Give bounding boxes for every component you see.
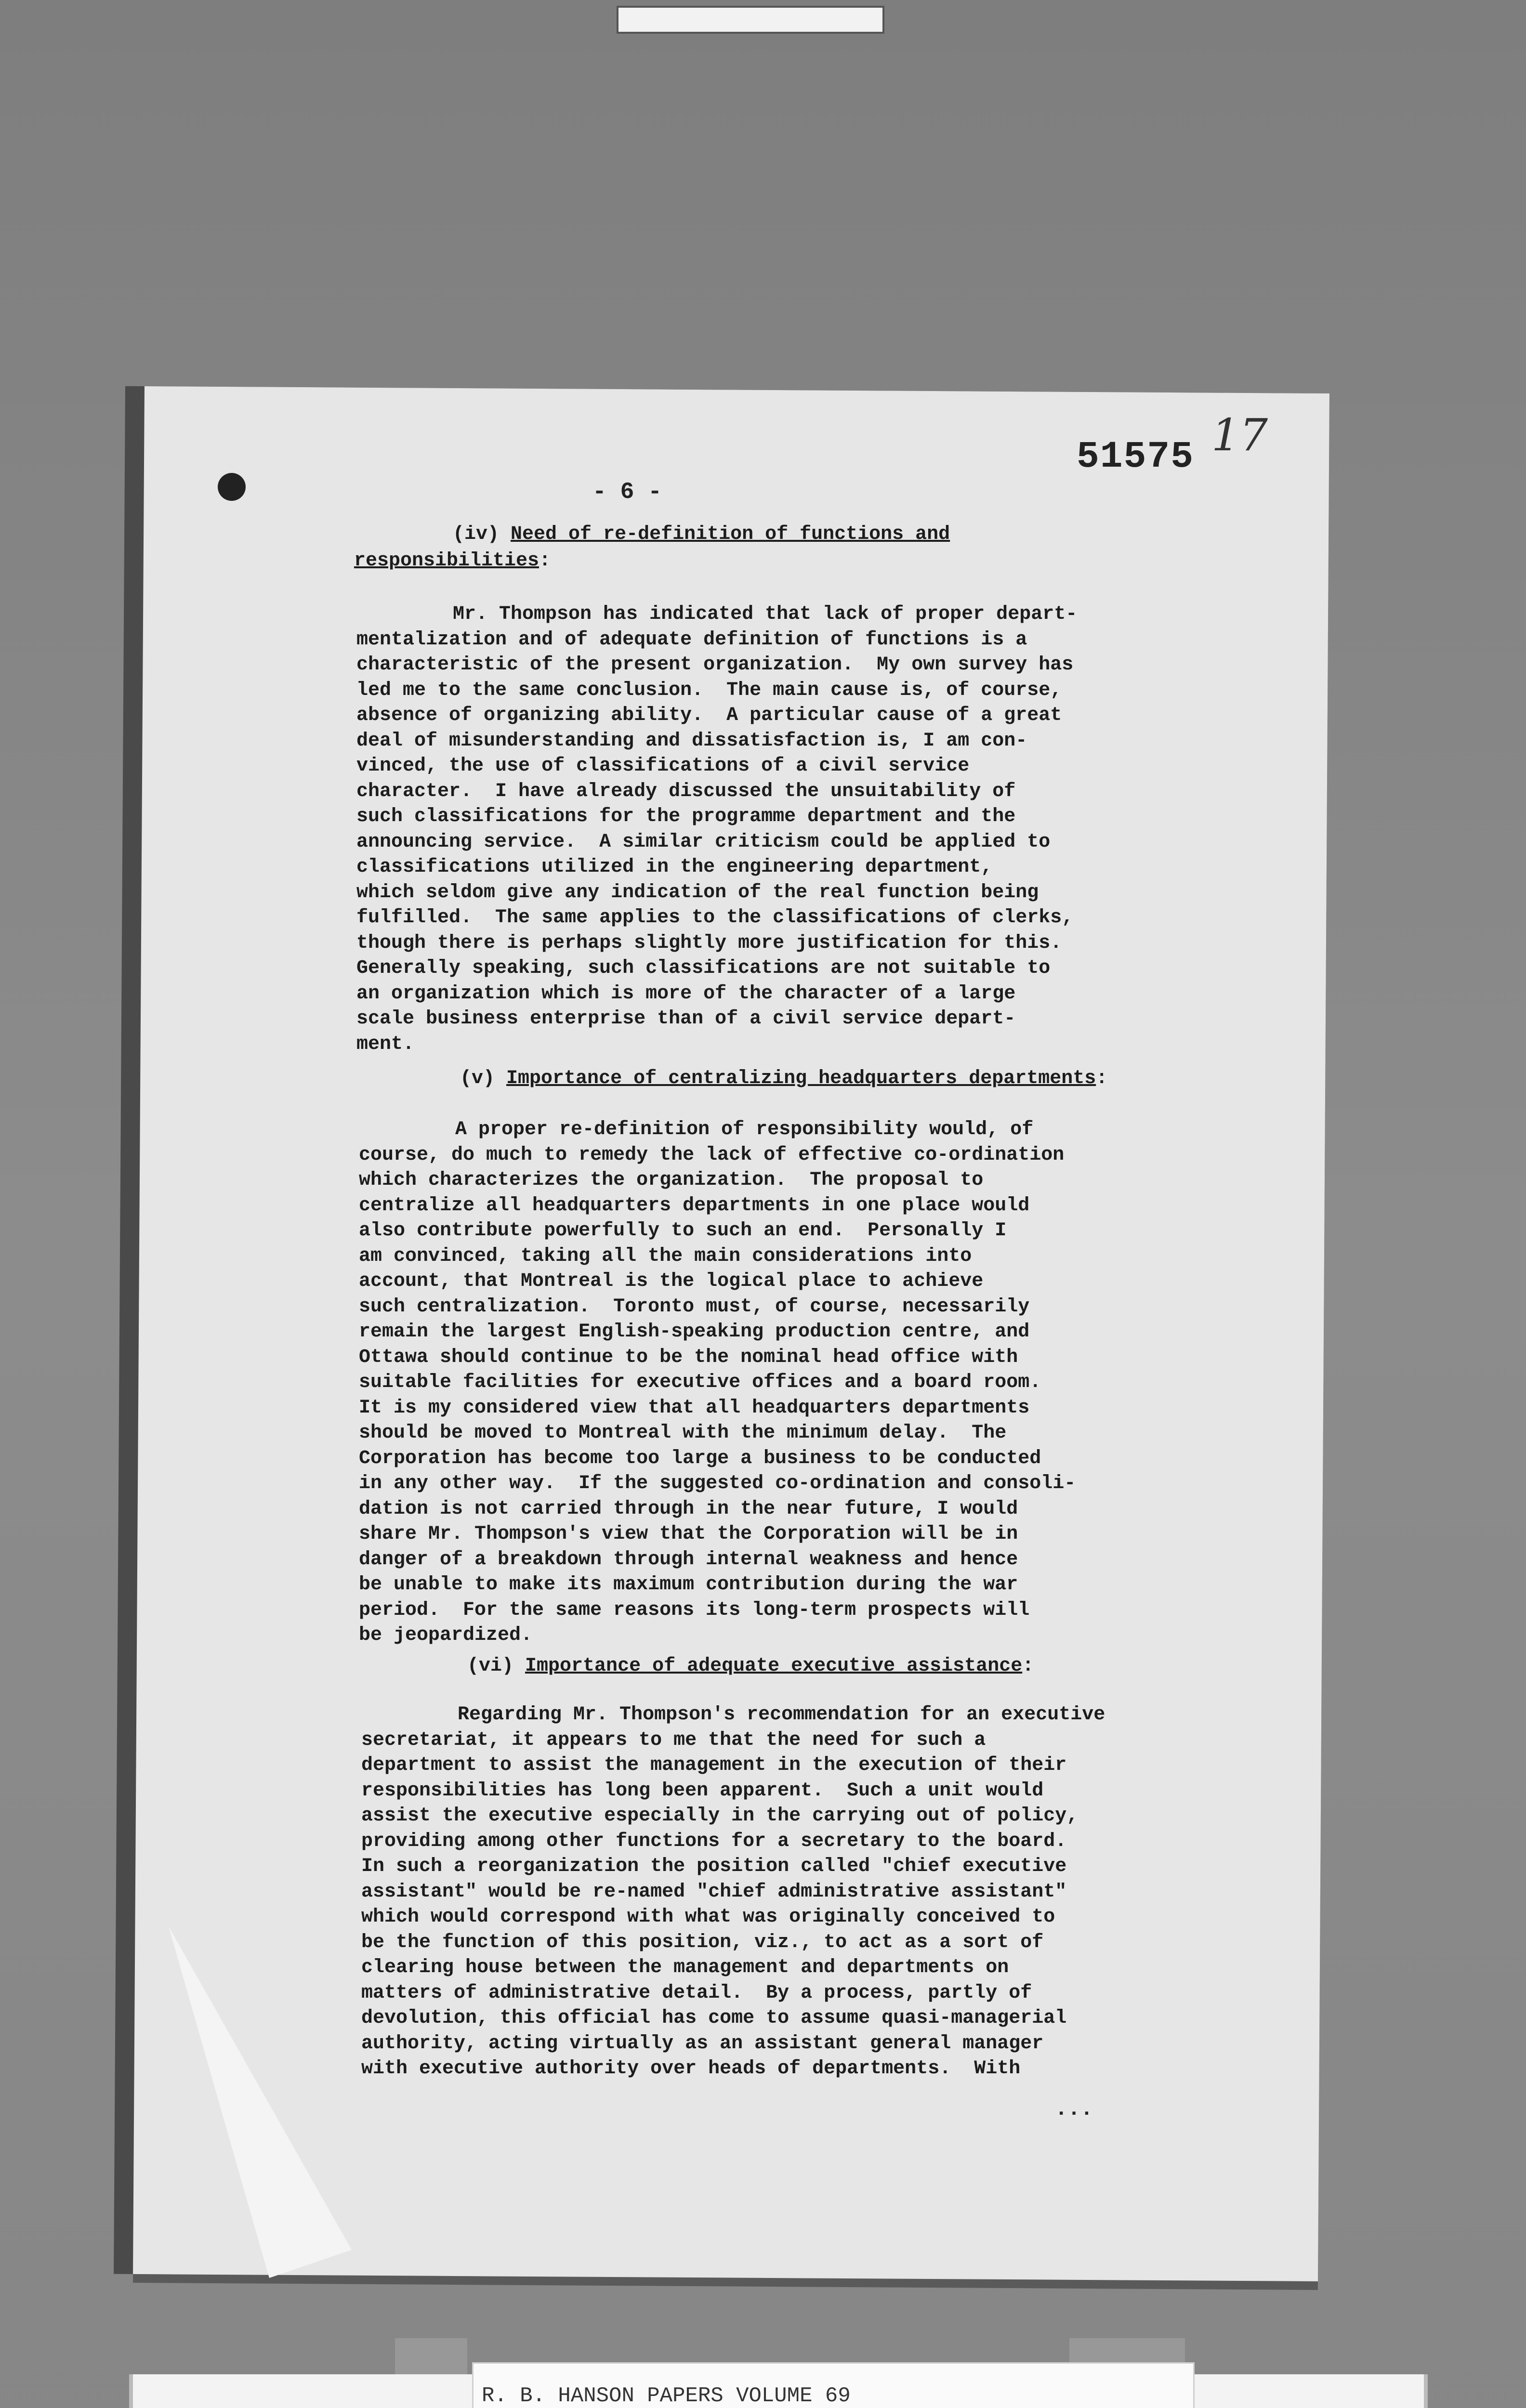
collection-label-text: R. B. HANSON PAPERS VOLUME 69	[482, 2384, 851, 2408]
folio-number: 17	[1211, 409, 1268, 461]
paragraph-line: Generally speaking, such classifications are not suitable to	[356, 957, 1051, 979]
paragraph-line: deal of misunderstanding and dissatisfaction is, I am con-	[356, 730, 1027, 752]
paragraph-line: an organization which is more of the character of a large	[356, 982, 1016, 1005]
section-iv-paragraph	[356, 602, 1077, 1057]
paragraph-line: led me to the same conclusion. The main cause is, of course,	[356, 679, 1062, 701]
paragraph-line: clearing house between the management and departments on	[361, 1957, 1009, 1978]
section-iv-heading-line1: Need of re-definition of functions and	[511, 523, 950, 545]
paragraph-line: scale business enterprise than of a civil service depart-	[356, 1008, 1016, 1030]
paragraph-line: character. I have already discussed the unsuitability of	[356, 780, 1016, 802]
paragraph-line: announcing service. A similar criticism could be applied to	[356, 831, 1051, 853]
paragraph-line: secretariat, it appears to me that the need for such a	[361, 1729, 986, 1751]
section-iv-heading-cont: responsibilities:	[354, 550, 551, 572]
paragraph-line: centralize all headquarters departments in one place would	[359, 1194, 1030, 1217]
paragraph-line: danger of a breakdown through internal weakness and hence	[359, 1548, 1018, 1570]
paragraph-line: period. For the same reasons its long-term prospects will	[359, 1599, 1030, 1621]
section-v-heading-text: Importance of centralizing headquarters departments	[506, 1068, 1096, 1089]
section-v-paragraph	[359, 1117, 1076, 1649]
section-vi-paragraph	[361, 1702, 1105, 2082]
document-reference-number: 51575	[1077, 436, 1195, 478]
paragraph-line: be the function of this position, viz., to act as a sort of	[361, 1931, 1044, 1953]
paragraph-line: Regarding Mr. Thompson's recommendation for an executive	[458, 1704, 1105, 1726]
paragraph-line: which would correspond with what was originally conceived to	[361, 1906, 1055, 1928]
paragraph-line: be unable to make its maximum contribution during the war	[359, 1574, 1018, 1596]
paragraph-line: which seldom give any indication of the real function being	[356, 881, 1039, 903]
paragraph-line: department to assist the management in the execution of their	[361, 1754, 1067, 1776]
punch-hole	[218, 473, 246, 501]
paragraph-line: assistant" would be re-named "chief administrative assistant"	[361, 1881, 1067, 1903]
paragraph-line: ment.	[356, 1033, 415, 1055]
paragraph-line: assist the executive especially in the carrying out of policy,	[361, 1805, 1079, 1827]
paragraph-line: also contribute powerfully to such an end. Personally I	[359, 1220, 1007, 1242]
page-number: - 6 -	[592, 479, 662, 505]
paragraph-line: authority, acting virtually as an assistant general manager	[361, 2032, 1044, 2055]
paragraph-line: devolution, this official has come to assume quasi-managerial	[361, 2007, 1067, 2029]
paragraph-line: mentalization and of adequate definition of functions is a	[356, 628, 1027, 651]
paragraph-line: which characterizes the organization. The proposal to	[359, 1169, 984, 1191]
section-vi-number: (vi)	[467, 1655, 514, 1677]
paragraph-line: share Mr. Thompson's view that the Corporation will be in	[359, 1523, 1018, 1545]
paragraph-line: such centralization. Toronto must, of course, necessarily	[359, 1296, 1030, 1318]
paragraph-line: In such a reorganization the position called "chief executive	[361, 1856, 1067, 1877]
paragraph-line: Corporation has become too large a business to be conducted	[359, 1447, 1041, 1469]
section-iv-number: (iv)	[453, 523, 500, 545]
paragraph-line: in any other way. If the suggested co-ordination and consoli-	[359, 1473, 1076, 1494]
section-v-heading: (v) Importance of centralizing headquarters departments:	[460, 1068, 1108, 1089]
paragraph-line: such classifications for the programme department and the	[356, 806, 1016, 827]
paragraph-line: A proper re-definition of responsibility would, of	[455, 1119, 1034, 1140]
section-iv-heading	[453, 523, 950, 547]
paragraph-line: suitable facilities for executive offices and a board room.	[359, 1372, 1041, 1393]
paragraph-line: vinced, the use of classifications of a civil service	[356, 755, 970, 777]
continuation-mark: ...	[1055, 2097, 1093, 2121]
paragraph-line: It is my considered view that all headquarters departments	[359, 1397, 1030, 1419]
section-v-number: (v)	[460, 1068, 495, 1089]
paragraph-line: be jeopardized.	[359, 1624, 533, 1646]
paragraph-line: providing among other functions for a secretary to the board.	[361, 1830, 1067, 1852]
paragraph-line: dation is not carried through in the near future, I would	[359, 1498, 1018, 1520]
paragraph-line: matters of administrative detail. By a process, partly of	[361, 1982, 1032, 2004]
paragraph-line: remain the largest English-speaking production centre, and	[359, 1321, 1030, 1343]
paragraph-line: characteristic of the present organization. My own survey has	[356, 654, 1074, 676]
section-vi-heading-text: Importance of adequate executive assistance	[525, 1655, 1023, 1677]
paragraph-line: classifications utilized in the engineering department,	[356, 856, 993, 878]
paragraph-line: am convinced, taking all the main considerations into	[359, 1245, 972, 1267]
section-iv-heading-line2: responsibilities	[354, 550, 539, 572]
paragraph-line: though there is perhaps slightly more justification for this.	[356, 932, 1062, 954]
section-vi-heading: (vi) Importance of adequate executive assistance:	[467, 1655, 1034, 1677]
paragraph-line: responsibilities has long been apparent. Such a unit would	[361, 1780, 1044, 1802]
paragraph-line: should be moved to Montreal with the minimum delay. The	[359, 1422, 1007, 1444]
paragraph-line: Ottawa should continue to be the nominal head office with	[359, 1346, 1018, 1368]
paragraph-line: fulfilled. The same applies to the classifications of clerks,	[356, 907, 1074, 929]
paragraph-line: with executive authority over heads of departments. With	[361, 2058, 1021, 2080]
paragraph-line: account, that Montreal is the logical place to achieve	[359, 1270, 984, 1292]
top-tab	[617, 6, 884, 34]
paragraph-line: Mr. Thompson has indicated that lack of proper depart-	[453, 603, 1078, 625]
paragraph-line: absence of organizing ability. A particular cause of a great	[356, 705, 1062, 726]
paragraph-line: course, do much to remedy the lack of effective co-ordination	[359, 1144, 1065, 1166]
